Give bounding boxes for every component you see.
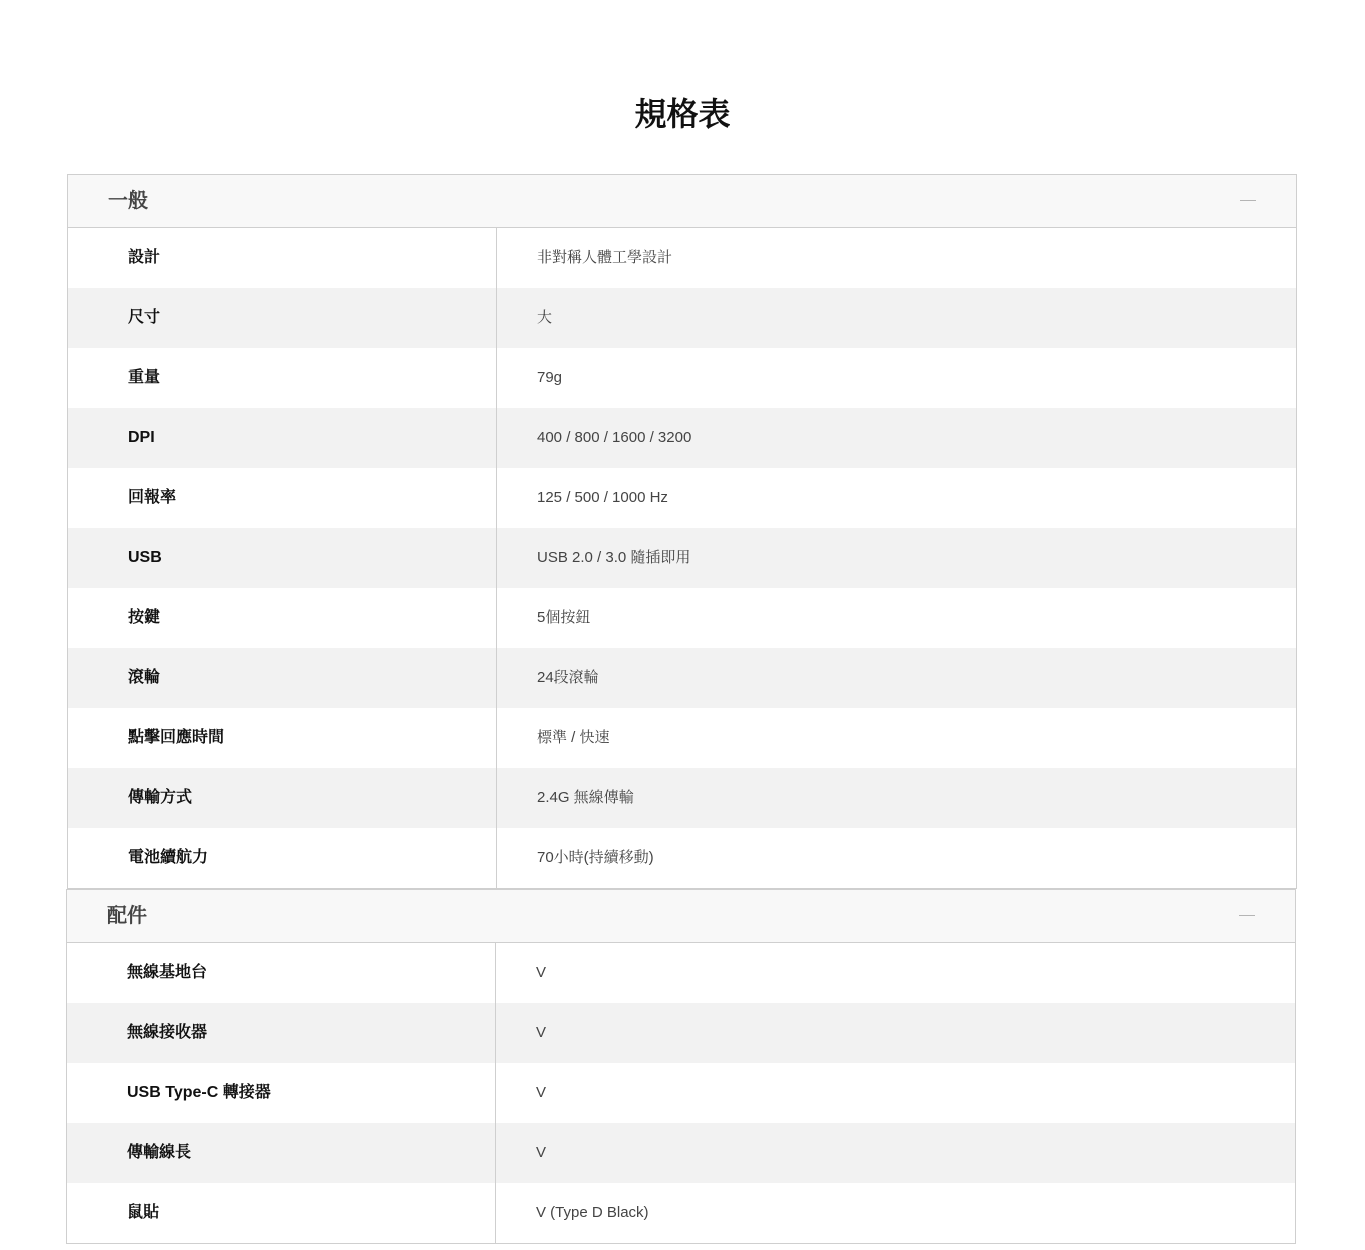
spec-value: 5個按鈕 bbox=[537, 609, 591, 626]
spec-row-polling-rate bbox=[68, 468, 1296, 528]
spec-label: USB bbox=[68, 528, 497, 588]
spec-value: V bbox=[536, 1084, 547, 1101]
minus-icon[interactable] bbox=[1240, 200, 1256, 201]
spec-row-size bbox=[68, 288, 1296, 348]
spec-row-scroll-wheel bbox=[68, 648, 1296, 708]
spec-row-mouse-skates bbox=[67, 1183, 1295, 1243]
spec-value: 79g bbox=[537, 369, 563, 386]
spec-label: 按鍵 bbox=[68, 588, 497, 648]
spec-label: 傳輸線長 bbox=[67, 1123, 496, 1183]
spec-row-wireless-receiver bbox=[67, 1003, 1295, 1063]
spec-row-battery-life bbox=[68, 828, 1296, 888]
spec-label: 尺寸 bbox=[68, 288, 497, 348]
spec-label: USB Type-C 轉接器 bbox=[67, 1063, 496, 1123]
spec-value: 標準 / 快速 bbox=[537, 729, 610, 746]
minus-icon[interactable] bbox=[1239, 915, 1255, 916]
section-title: 一般 bbox=[108, 190, 148, 212]
spec-row-dpi bbox=[68, 408, 1296, 468]
spec-label: 點擊回應時間 bbox=[68, 708, 497, 768]
spec-value: 125 / 500 / 1000 Hz bbox=[537, 489, 668, 506]
spec-section-general bbox=[67, 174, 1297, 889]
spec-row-usb-c-adapter bbox=[67, 1063, 1295, 1123]
spec-row-transmission bbox=[68, 768, 1296, 828]
spec-label: 鼠貼 bbox=[67, 1183, 496, 1243]
spec-label: 設計 bbox=[68, 228, 497, 288]
spec-value: 24段滾輪 bbox=[537, 669, 599, 686]
spec-row-click-response bbox=[68, 708, 1296, 768]
spec-value: 非對稱人體工學設計 bbox=[537, 249, 673, 266]
spec-row-buttons bbox=[68, 588, 1296, 648]
spec-label: 滾輪 bbox=[68, 648, 497, 708]
spec-value: 大 bbox=[537, 309, 553, 326]
spec-value: V bbox=[536, 964, 547, 981]
spec-row-weight bbox=[68, 348, 1296, 408]
spec-row-cable-length bbox=[67, 1123, 1295, 1183]
spec-label: DPI bbox=[68, 408, 497, 468]
spec-label: 傳輸方式 bbox=[68, 768, 497, 828]
spec-value: 400 / 800 / 1600 / 3200 bbox=[537, 429, 692, 446]
section-header-general[interactable] bbox=[68, 175, 1296, 228]
spec-section-accessories bbox=[66, 889, 1296, 1244]
spec-row-usb bbox=[68, 528, 1296, 588]
spec-value: V bbox=[536, 1024, 547, 1041]
page-title: 規格表 bbox=[634, 96, 731, 132]
spec-row-design bbox=[68, 228, 1296, 288]
spec-value: USB 2.0 / 3.0 隨插即用 bbox=[537, 549, 691, 566]
spec-label: 無線接收器 bbox=[67, 1003, 496, 1063]
spec-value: V (Type D Black) bbox=[536, 1204, 649, 1221]
spec-label: 無線基地台 bbox=[67, 943, 496, 1003]
spec-row-wireless-dock bbox=[67, 943, 1295, 1003]
spec-value: V bbox=[536, 1144, 547, 1161]
spec-label: 重量 bbox=[68, 348, 497, 408]
spec-label: 電池續航力 bbox=[68, 828, 497, 888]
section-header-accessories[interactable] bbox=[67, 890, 1295, 943]
spec-value: 70小時(持續移動) bbox=[537, 849, 654, 866]
spec-label: 回報率 bbox=[68, 468, 497, 528]
spec-value: 2.4G 無線傳輸 bbox=[537, 789, 634, 806]
section-title: 配件 bbox=[107, 905, 147, 927]
